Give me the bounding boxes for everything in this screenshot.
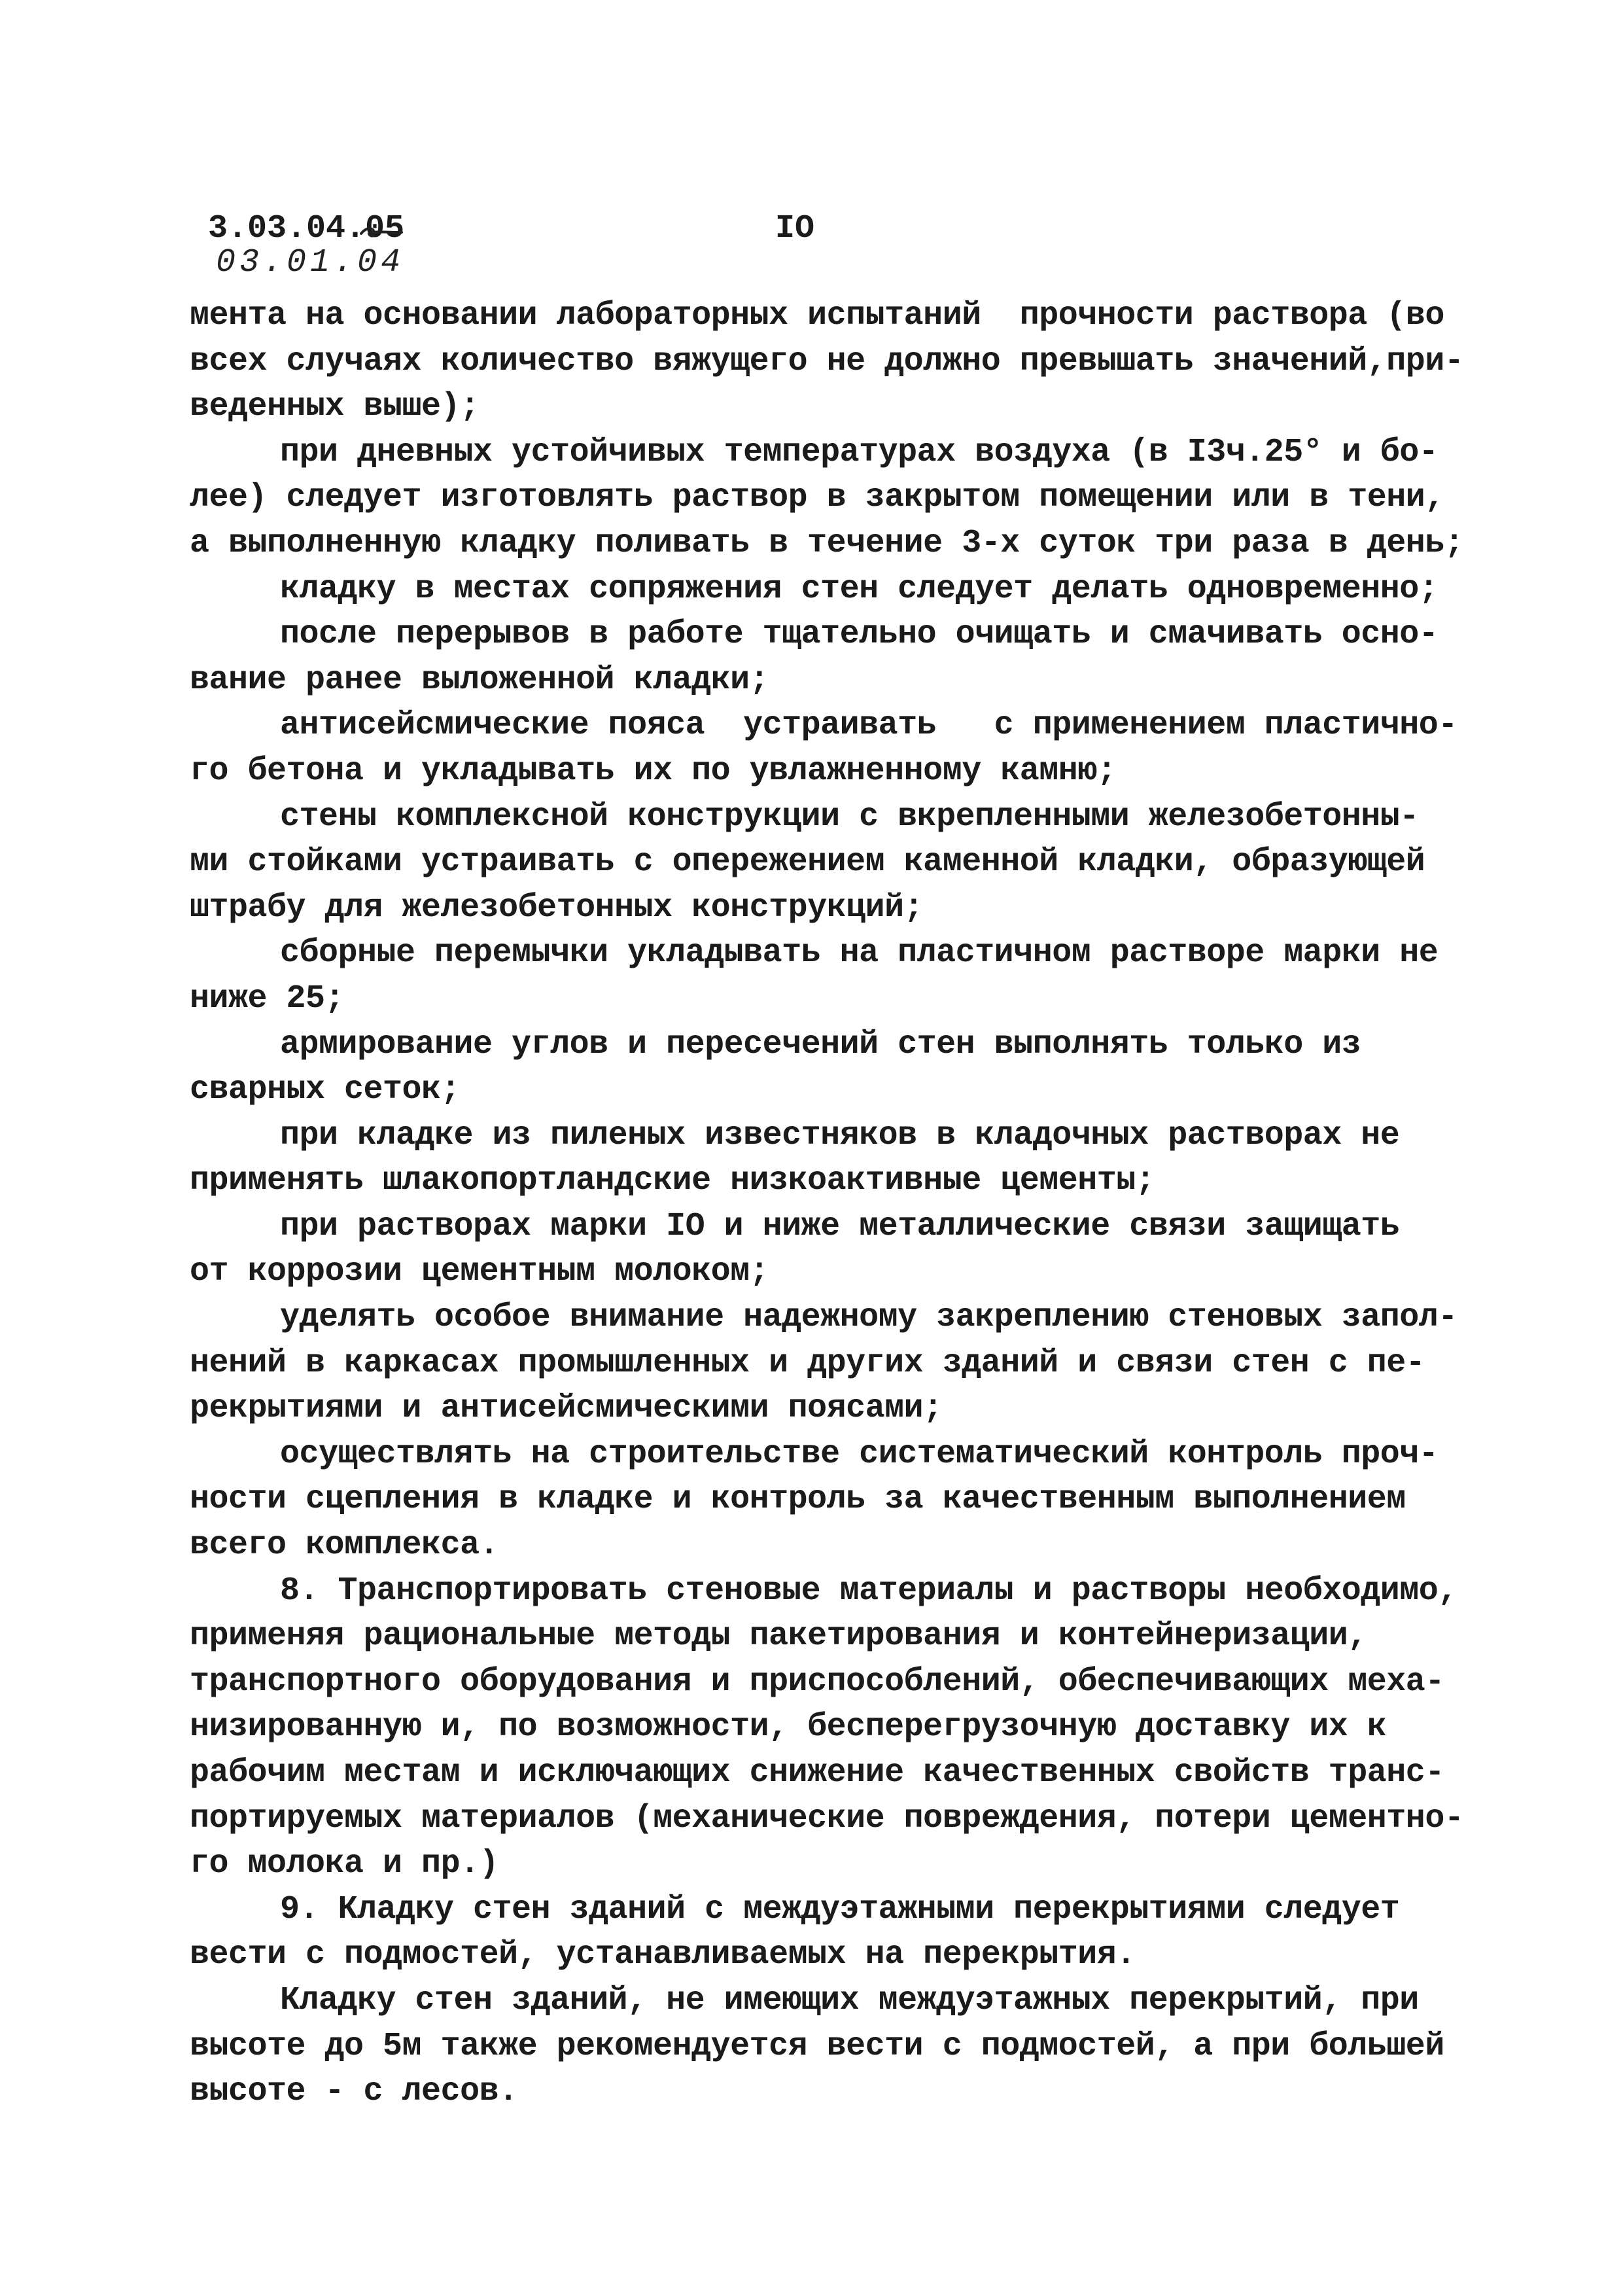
text-line: кладку в местах сопряжения стен следует делать одновременно; xyxy=(280,570,1439,608)
text-line: рекрытиями и антисейсмическими поясами; xyxy=(190,1390,943,1428)
text-line: после перерывов в работе тщательно очищать и смачивать осно- xyxy=(280,616,1439,654)
text-line: лее) следует изготовлять раствор в закрытом помещении или в тени, xyxy=(190,479,1444,517)
text-line: Кладку стен зданий, не имеющих междуэтажных перекрытий, при xyxy=(280,1981,1419,2019)
text-line: от коррозии цементным молоком; xyxy=(190,1253,769,1291)
text-line: применяя рациональные методы пакетирования и контейнеризации, xyxy=(190,1617,1367,1655)
text-line: всех случаях количество вяжущего не должно превышать значений,при- xyxy=(190,342,1464,380)
page-number: IO xyxy=(775,210,815,247)
text-line: высоте до 5м также рекомендуется вести с подмостей, а при большей xyxy=(190,2027,1444,2065)
text-line: ми стойками устраивать с опережением каменной кладки, образующей xyxy=(190,843,1425,881)
text-line: низированную и, по возможности, бесперегрузочную доставку их к xyxy=(190,1708,1387,1746)
text-line: антисейсмические пояса устраивать с применением пластично- xyxy=(280,707,1457,745)
text-line: штрабу для железобетонных конструкций; xyxy=(190,889,924,927)
text-line: вание ранее выложенной кладки; xyxy=(190,661,769,699)
text-line: применять шлакопортландские низкоактивные цементы; xyxy=(190,1162,1155,1200)
text-line: высоте - с лесов. xyxy=(190,2073,518,2111)
handwritten-mark-icon xyxy=(358,223,404,240)
text-line: сварных сеток; xyxy=(190,1071,461,1109)
text-line: при дневных устойчивых температурах воздуха (в I3ч.25° и бо- xyxy=(280,433,1439,471)
text-line: а выполненную кладку поливать в течение 3-х суток три раза в день; xyxy=(190,524,1464,562)
text-line: портируемых материалов (механические повреждения, потери цементно- xyxy=(190,1799,1464,1837)
document-code: 3.03.04.05 xyxy=(208,210,405,247)
text-line: го молока и пр.) xyxy=(190,1845,499,1883)
text-line: при кладке из пиленых известняков в кладочных растворах не xyxy=(280,1116,1400,1154)
text-line: ности сцепления в кладке и контроль за качественным выполнением xyxy=(190,1481,1406,1519)
text-line: уделять особое внимание надежному закреплению стеновых запол- xyxy=(280,1299,1457,1337)
handwritten-code: 03.01.04 xyxy=(216,244,405,281)
text-line: мента на основании лабораторных испытаний прочности раствора (во xyxy=(190,297,1444,334)
text-line: всего комплекса. xyxy=(190,1527,499,1564)
text-line: рабочим местам и исключающих снижение качественных свойств транс- xyxy=(190,1754,1444,1792)
text-line: армирование углов и пересечений стен выполнять только из xyxy=(280,1025,1361,1063)
text-line: ниже 25; xyxy=(190,980,345,1017)
text-line: веденных выше); xyxy=(190,388,480,426)
text-line: стены комплексной конструкции с вкрепленными железобетонны- xyxy=(280,798,1419,836)
text-line: 8. Транспортировать стеновые материалы и растворы необходимо, xyxy=(280,1572,1457,1610)
text-line: вести с подмостей, устанавливаемых на перекрытия. xyxy=(190,1936,1136,1974)
text-line: 9. Кладку стен зданий с междуэтажными перекрытиями следует xyxy=(280,1890,1400,1928)
text-line: сборные перемычки укладывать на пластичном растворе марки не xyxy=(280,934,1439,972)
text-line: транспортного оборудования и приспособлений, обеспечивающих меха- xyxy=(190,1663,1444,1701)
text-line: осуществлять на строительстве систематический контроль проч- xyxy=(280,1435,1439,1473)
text-line: го бетона и укладывать их по увлажненному камню; xyxy=(190,752,1117,790)
text-line: при растворах марки IO и ниже металлические связи защищать xyxy=(280,1207,1400,1245)
text-line: нений в каркасах промышленных и других зданий и связи стен с пе- xyxy=(190,1344,1425,1382)
document-body xyxy=(190,293,1464,2115)
